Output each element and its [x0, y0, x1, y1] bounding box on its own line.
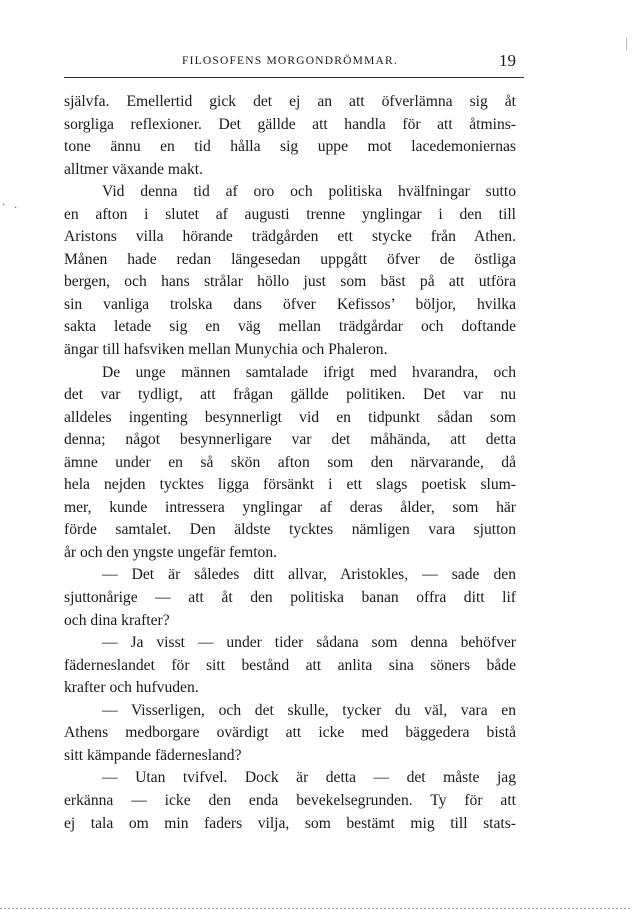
- text-line: sjuttonårige — att åt den politiska banan offra ditt lif: [64, 589, 516, 607]
- running-title: FILOSOFENS MORGONDRÖMMAR.: [182, 55, 398, 67]
- text-line: sorgliga reflexioner. Det gällde att handla för att åtmins-: [64, 115, 516, 133]
- text-line: en afton i slutet af augusti trenne ynglingar i den till: [64, 205, 516, 223]
- text-line: självfa. Emellertid gick det ej an att öfverlämna sig åt: [64, 93, 516, 110]
- page-number: 19: [499, 51, 516, 70]
- margin-speck: ·: [2, 200, 6, 211]
- text-line: hela nejden tycktes ligga försänkt i ett slags poetisk slum-: [64, 476, 516, 494]
- text-line: och dina krafter?: [64, 611, 170, 629]
- text-line: sakta letade sig en väg mellan trädgårdar och doftande: [64, 318, 516, 336]
- margin-speck: ·: [14, 203, 18, 214]
- text-line: mer, kunde intressera ynglingar af deras ålder, som här: [64, 498, 516, 516]
- text-line: det var tydligt, att frågan gällde politiken. Det var nu: [64, 386, 516, 404]
- text-line: — Utan tvifvel. Dock är detta — det måste jag: [102, 769, 516, 787]
- text-line: — Det är således ditt allvar, Aristokles, — sade den: [102, 566, 516, 584]
- body-text: [64, 91, 516, 835]
- text-line: krafter och hufvuden.: [64, 679, 199, 697]
- text-line: bergen, och hans strålar höllo just som bäst på att utföra: [64, 273, 516, 291]
- text-line: sin vanliga trolska dans öfver Kefissos’ böljor, hvilka: [64, 295, 516, 313]
- text-line: Vid denna tid af oro och politiska hvälfningar sutto: [102, 183, 516, 201]
- text-line: år och den yngste ungefär femton.: [64, 543, 278, 561]
- text-line: ängar till hafsviken mellan Munychia och Phaleron.: [64, 341, 388, 359]
- text-line: Aristons villa hörande trädgården ett stycke från Athen.: [64, 228, 516, 246]
- text-line: Månen hade redan längesedan uppgått öfver de östliga: [64, 250, 516, 268]
- edge-mark: [626, 38, 627, 50]
- text-line: alldeles ingenting besynnerligt vid en tidpunkt sådan som: [64, 408, 516, 426]
- text-line: alltmer växande makt.: [64, 160, 203, 178]
- text-line: — Visserligen, och det skulle, tycker du väl, vara en: [102, 701, 516, 719]
- text-line: förde samtalet. Den äldste tycktes nämligen vara sjutton: [64, 521, 516, 539]
- text-line: erkänna — icke den enda bevekelsegrunden. Ty för att: [64, 791, 516, 809]
- text-line: Athens medborgare ovärdigt att icke med bäggedera bistå: [64, 724, 516, 742]
- text-line: denna; något besynnerligare var det måhända, att detta: [64, 431, 516, 449]
- header-rule: [64, 77, 524, 78]
- text-line: sitt kämpande fädernesland?: [64, 746, 242, 764]
- text-line: ämne under en så skön afton som den närvarande, då: [64, 453, 516, 471]
- text-line: ej tala om min faders vilja, som bestämt mig till stats-: [64, 814, 516, 832]
- text-line: De unge männen samtalade ifrigt med hvarandra, och: [102, 363, 516, 381]
- page-bottom-edge: [0, 908, 632, 909]
- text-line: fäderneslandet för sitt bestånd att anlita sina söners både: [64, 656, 516, 674]
- text-line: tone ännu en tid hålla sig uppe mot lacedemoniernas: [64, 138, 516, 156]
- running-header: [64, 52, 526, 74]
- text-line: — Ja visst — under tider sådana som denna behöfver: [102, 634, 516, 652]
